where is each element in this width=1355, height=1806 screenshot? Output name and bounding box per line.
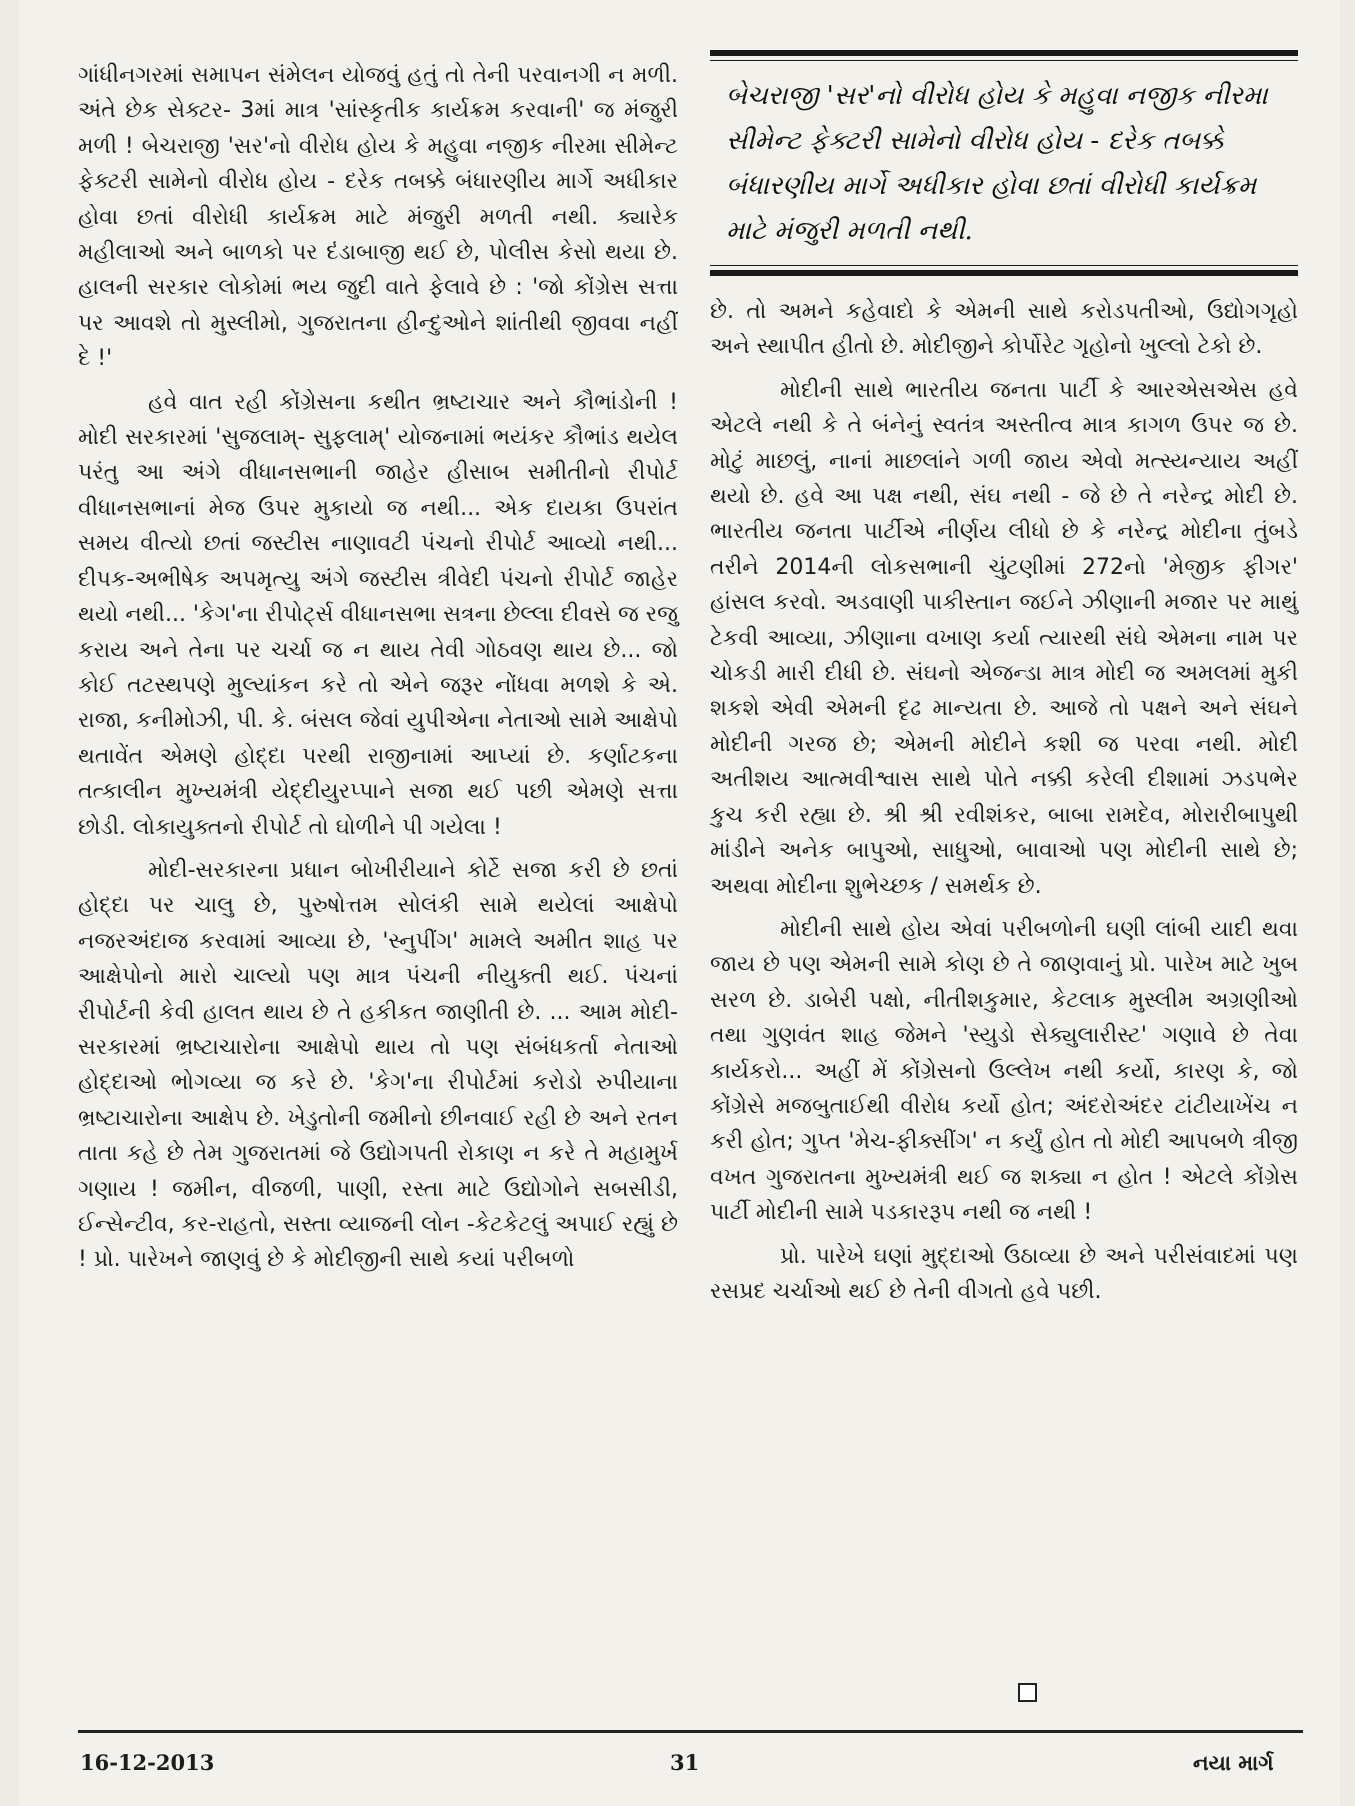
page-number: 31 (670, 1750, 700, 1775)
left-paragraph-3: મોદી-સરકારના પ્રધાન બોખીરીયાને કોર્ટે સજા કરી છે છતાં હોદ્દા પર ચાલુ છે, પુરુષોત્તમ સોલંકી સામે થયેલાં આક્ષેપો નજરઅંદાજ કરવામાં આવ્યા છે, 'સ્નુપીંગ' મામલે અમીત શાહ પર આક્ષેપોનો મારો ચાલ્યો પણ માત્ર પંચની નીયુક્તી થઈ. પંચનાં રીપોર્ટની કેવી હાલત થાય છે તે હકીકત જાણીતી છે. ... આમ મોદી-સરકારમાં ભ્રષ્ટાચારોના આક્ષેપો થાય તો પણ સંબંધકર્તા નેતાઓ હોદ્દાઓ ભોગવ્યા જ કરે છે. 'કેગ'ના રીપોર્ટમાં કરોડો રુપીયાના ભ્રષ્ટાચારોના આક્ષેપ છે. ખેડુતોની જમીનો છીનવાઈ રહી છે અને રતન તાતા કહે છે તેમ ગુજરાતમાં જે ઉદ્યોગપતી રોકાણ ન કરે તે મહામુર્ખ ગણાય ! જમીન, વીજળી, પાણી, રસ્તા માટે ઉદ્યોગોને સબસીડી, ઈન્સેન્ટીવ, કર-રાહતો, સસ્તા વ્યાજની લોન -કેટકેટલું અપાઈ રહ્યું છે ! પ્રો. પારેખને જાણવું છે કે મોદીજીની સાથે કયાં પરીબળો (78, 857, 678, 1273)
pull-quote-text: બેચરાજી 'સર'નો વીરોધ હોય કે મહુવા નજીક નીરમા સીમેન્ટ ફેક્ટરી સામેનો વીરોધ હોય - દરેક તબક્કે બંધારણીય માર્ગે અધીકાર હોવા છતાં વીરોધી કાર્યક્રમ માટે મંજુરી મળતી નથી. (726, 81, 1268, 246)
right-paragraph-1: છે. તો અમને કહેવાદો કે એમની સાથે કરોડપતીઓ, ઉદ્યોગગૃહો અને સ્થાપીત હીતો છે. મોદીજીને કોર્પોરેટ ગૃહોનો ખુલ્લો ટેકો છે. (710, 299, 1298, 360)
magazine-name: નયા માર્ગ (1193, 1750, 1274, 1775)
left-paragraph-1: ગાંધીનગરમાં સમાપન સંમેલન યોજવું હતું તો તેની પરવાનગી ન મળી. અંતે છેક સેક્ટર- 3માં માત્ર 'સાંસ્કૃતીક કાર્યક્રમ કરવાની' જ મંજુરી મળી ! બેચરાજી 'સર'નો વીરોધ હોય કે મહુવા નજીક નીરમા સીમેન્ટ ફેક્ટરી સામેનો વીરોધ હોય - દરેક તબક્કે બંધારણીય માર્ગે અધીકાર હોવા છતાં વીરોધી કાર્યક્રમ માટે મંજુરી મળતી નથી. ક્યારેક મહીલાઓ અને બાળકો પર દંડાબાજી થઈ છે, પોલીસ કેસો થયા છે. હાલની સરકાર લોકોમાં ભય જુદી વાતે ફેલાવે છે : 'જો કોંગ્રેસ સત્તા પર આવશે તો મુસ્લીમો, ગુજરાતના હીન્દુઓને શાંતીથી જીવવા નહીં દે !' (78, 63, 678, 372)
end-of-article-box-icon (1018, 1683, 1037, 1702)
right-paragraph-2: મોદીની સાથે ભારતીય જનતા પાર્ટી કે આરએસએસ હવે એટલે નથી કે તે બંનેનું સ્વતંત્ર અસ્તીત્વ માત્ર કાગળ ઉપર જ છે. મોટું માછલું, નાનાં માછલાંને ગળી જાય એવો મત્સ્યન્યાય અહીં થયો છે. હવે આ પક્ષ નથી, સંઘ નથી - જે છે તે નરેન્દ્ર મોદી છે. ભારતીય જનતા પાર્ટીએ નીર્ણય લીધો છે કે નરેન્દ્ર મોદીના તુંબડે તરીને 2014ની લોકસભાની ચુંટણીમાં 272નો 'મેજીક ફીગર' હાંસલ કરવો. અડવાણી પાકીસ્તાન જઈને ઝીણાની મજાર પર માથું ટેકવી આવ્યા, ઝીણાના વખાણ કર્યા ત્યારથી સંઘે એમના નામ પર ચોકડી મારી દીધી છે. સંઘનો એજન્ડા માત્ર મોદી જ અમલમાં મુકી શકશે એવી એમની દૃઢ માન્યતા છે. આજે તો પક્ષને અને સંઘને મોદીની ગરજ છે; એમની મોદીને કશી જ પરવા નથી. મોદી અતીશય આત્મવીશ્વાસ સાથે પોતે નક્કી કરેલી દીશામાં ઝડપભેર કુચ કરી રહ્યા છે. શ્રી શ્રી રવીશંકર, બાબા રામદેવ, મોરારીબાપુથી માંડીને અનેક બાપુઓ, સાધુઓ, બાવાઓ પણ મોદીની સાથે છે; અથવા મોદીના શુભેચ્છક / સમર્થક છે. (710, 377, 1298, 899)
magazine-page (18, 0, 1340, 1806)
right-column (710, 50, 1298, 1317)
footer-divider (78, 1730, 1303, 1733)
left-paragraph-2: હવે વાત રહી કોંગ્રેસના કથીત ભ્રષ્ટાચાર અને કૌભાંડોની ! મોદી સરકારમાં 'સુજલામ્- સુફલામ્' યોજનામાં ભયંકર કૌભાંડ થયેલ પરંતુ આ અંગે વીધાનસભાની જાહેર હીસાબ સમીતીનો રીપોર્ટ વીધાનસભાનાં મેજ ઉપર મુકાયો જ નથી... એક દાયકા ઉપરાંત સમય વીત્યો છતાં જસ્ટીસ નાણાવટી પંચનો રીપોર્ટ આવ્યો નથી... દીપક-અભીષેક અપમૃત્યુ અંગે જસ્ટીસ ત્રીવેદી પંચનો રીપોર્ટ જાહેર થયો નથી... 'કેગ'ના રીપોર્ટ્સ વીધાનસભા સત્રના છેલ્લા દીવસે જ રજુ કરાય અને તેના પર ચર્ચા જ ન થાય તેવી ગોઠવણ થાય છે... જો કોઈ તટસ્થપણે મુલ્યાંકન કરે તો એને જરૂર નોંધવા મળશે કે એ. રાજા, કનીમોઝી, પી. કે. બંસલ જેવાં યુપીએના નેતાઓ સામે આક્ષેપો થતાવેંત એમણે હોદ્દા પરથી રાજીનામાં આપ્યાં છે. કર્ણાટકના તત્કાલીન મુખ્યમંત્રી યેદ્દીયુરપ્પાને સજા થઈ પછી એમણે સત્તા છોડી. લોકાયુક્તનો રીપોર્ટ તો ઘોળીને પી ગયેલા ! (78, 389, 678, 840)
pull-quote-box (710, 50, 1298, 276)
left-column (78, 58, 678, 1286)
right-paragraph-3: મોદીની સાથે હોય એવાં પરીબળોની ઘણી લાંબી યાદી થવા જાય છે પણ એમની સામે કોણ છે તે જાણવાનું પ્રો. પારેખ માટે ખુબ સરળ છે. ડાબેરી પક્ષો, નીતીશકુમાર, કેટલાક મુસ્લીમ અગ્રણીઓ તથા ગુણવંત શાહ જેમને 'સ્યુડો સેક્યુલારીસ્ટ' ગણાવે છે તેવા કાર્યકરો... અહીં મેં કોંગ્રેસનો ઉલ્લેખ નથી કર્યો, કારણ કે, જો કોંગ્રેસે મજબુતાઈથી વીરોધ કર્યો હોત; અંદરોઅંદર ટાંટીયાખેંચ ન કરી હોત; ગુપ્ત 'મેચ-ફીક્સીંગ' ન કર્યું હોત તો મોદી આપબળે ત્રીજી વખત ગુજરાતના મુખ્યમંત્રી થઈ જ શક્યા ન હોત ! એટલે કોંગ્રેસ પાર્ટી મોદીની સામે પડકારરૂપ નથી જ નથી ! (710, 916, 1298, 1226)
issue-date: 16-12-2013 (80, 1750, 215, 1775)
right-paragraph-4: પ્રો. પારેખે ઘણાં મુદ્દાઓ ઉઠાવ્યા છે અને પરીસંવાદમાં પણ રસપ્રદ ચર્ચાઓ થઈ છે તેની વીગતો હવે પછી. (710, 1243, 1298, 1304)
